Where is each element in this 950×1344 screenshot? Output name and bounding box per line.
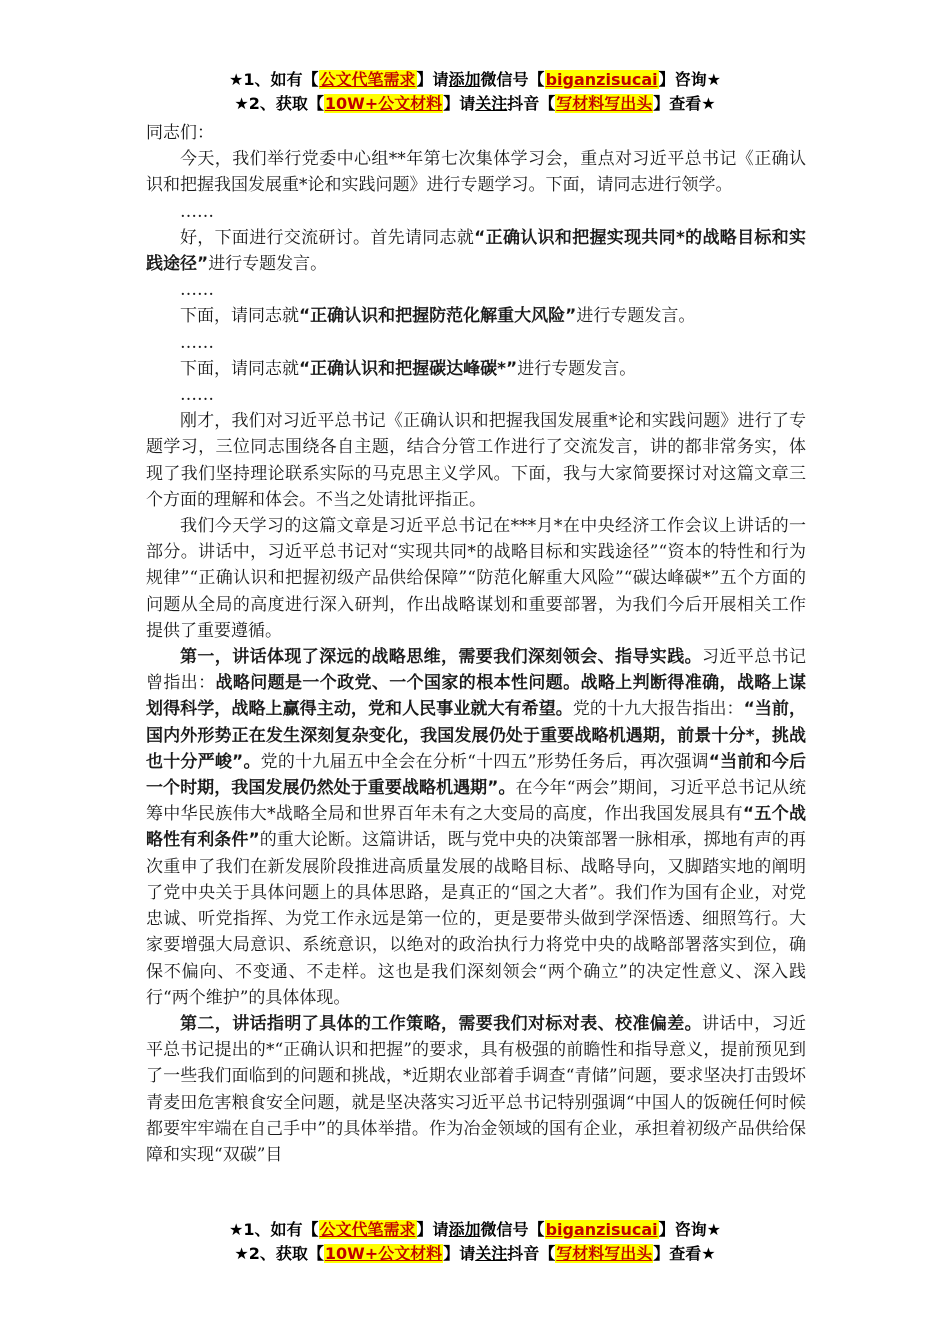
document-body: [146, 120, 806, 1168]
promo-highlight: 公文代笔需求: [319, 1220, 416, 1239]
paragraph-4: 下面，请同志就“正确认识和把握碳达峰碳*”进行专题发言。: [180, 358, 637, 379]
promo-highlight: 公文代笔需求: [319, 70, 416, 89]
promo-line-1: ★1、如有【公文代笔需求】请添加微信号【biganzisucai】咨询★: [229, 70, 721, 89]
promo-line-1: ★1、如有【公文代笔需求】请添加微信号【biganzisucai】咨询★: [229, 1220, 721, 1239]
paragraph-5: 刚才，我们对习近平总书记《正确认识和把握我国发展重*论和实践问题》进行了专题学习，三位同志围绕各自主题，结合分管工作进行了交流发言，讲的都非常务实，体现了我们坚持理论联系实际的马克思主义学风。下面，我与大家简要探讨对这篇文章三个方面的理解和体会。不当之处请批评指正。: [146, 411, 806, 510]
promo-banner-bottom: [0, 1218, 950, 1266]
ellipsis: ……: [180, 280, 214, 301]
promo-banner-top: [0, 68, 950, 116]
wechat-id: biganzisucai: [545, 1220, 658, 1239]
topic-2: “正确认识和把握防范化解重大风险”: [299, 306, 577, 327]
wechat-id: biganzisucai: [545, 70, 658, 89]
promo-highlight: 10W+公文材料: [324, 94, 443, 113]
ellipsis: ……: [180, 385, 214, 406]
promo-line-2: ★2、获取【10W+公文材料】请关注抖音【写材料写出头】查看★: [234, 1244, 716, 1263]
topic-1: “正确认识和把握实现共同*的战略目标和实践途径”: [146, 227, 807, 275]
promo-highlight: 10W+公文材料: [324, 1244, 443, 1263]
paragraph-2: 好，下面进行交流研讨。首先请同志就“正确认识和把握实现共同*的战略目标和实践途径”进行专题发言。: [146, 227, 807, 275]
ellipsis: ……: [180, 332, 214, 353]
promo-line-2: ★2、获取【10W+公文材料】请关注抖音【写材料写出头】查看★: [234, 94, 716, 113]
section-heading-1: 第一，讲话体现了深远的战略思维，需要我们深刻领会、指导实践。: [180, 647, 702, 668]
topic-3: “正确认识和把握碳达峰碳*”: [299, 358, 518, 379]
paragraph-1: 今天，我们举行党委中心组**年第七次集体学习会，重点对习近平总书记《正确认识和把握我国发展重*论和实践问题》进行专题学习。下面，请同志进行领学。: [146, 149, 806, 196]
paragraph-3: 下面，请同志就“正确认识和把握防范化解重大风险”进行专题发言。: [180, 306, 696, 327]
douyin-account: 写材料写出头: [556, 94, 653, 113]
section-heading-2: 第二，讲话指明了具体的工作策略，需要我们对标对表、校准偏差。: [180, 1013, 702, 1034]
paragraph-8: 第二，讲话指明了具体的工作策略，需要我们对标对表、校准偏差。讲话中，习近平总书记提出的*“正确认识和把握”的要求，具有极强的前瞻性和指导意义，提前预见到了一些我们面临到的问题和挑战，*近期农业部着手调查“青储”问题，要求坚决打击毁坏青麦田危害粮食安全问题，就是坚决落实习近平总书记特别强调“中国人的饭碗任何时候都要牢牢端在自己手中”的具体举措。作为冶金领域的国有企业，承担着初级产品供给保障和实现“双碳”目: [146, 1013, 806, 1165]
greeting: 同志们：: [146, 123, 214, 143]
ellipsis: ……: [180, 201, 214, 222]
paragraph-6: 我们今天学习的这篇文章是习近平总书记在***月*在中央经济工作会议上讲话的一部分。讲话中，习近平总书记对“实现共同*的战略目标和实践途径”“资本的特性和行为规律”“正确认识和把握初级产品供给保障”“防范化解重大风险”“碳达峰碳*”五个方面的问题从全局的高度进行深入研判，作出战略谋划和重要部署，为我们今后开展相关工作提供了重要遵循。: [146, 516, 806, 641]
douyin-account: 写材料写出头: [556, 1244, 653, 1263]
paragraph-7: 第一，讲话体现了深远的战略思维，需要我们深刻领会、指导实践。习近平总书记曾指出：战略问题是一个政党、一个国家的根本性问题。战略上判断得准确，战略上谋划得科学，战略上赢得主动，党和人民事业就大有希望。党的十九大报告指出：“当前，国内外形势正在发生深刻复杂变化，我国发展仍处于重要战略机遇期，前景十分*，挑战也十分严峻”。党的十九届五中全会在分析“十四五”形势任务后，再次强调“当前和今后一个时期，我国发展仍然处于重要战略机遇期”。在今年“两会”期间，习近平总书记从统筹中华民族伟大*战略全局和世界百年未有之大变局的高度，作出我国发展具有“五个战略性有利条件”的重大论断。这篇讲话，既与党中央的决策部署一脉相承，掷地有声的再次重申了我们在新发展阶段推进高质量发展的战略目标、战略导向，又脚踏实地的阐明了党中央关于具体问题上的具体思路，是真正的“国之大者”。我们作为国有企业，对党忠诚、听党指挥、为党工作永远是第一位的，更是要带头做到学深悟透、细照笃行。大家要增强大局意识、系统意识，以绝对的政治执行力将党中央的战略部署落实到位，确保不偏向、不变通、不走样。这也是我们深刻领会“两个确立”的决定性意义、深入践行“两个维护”的具体体现。: [146, 647, 807, 1008]
